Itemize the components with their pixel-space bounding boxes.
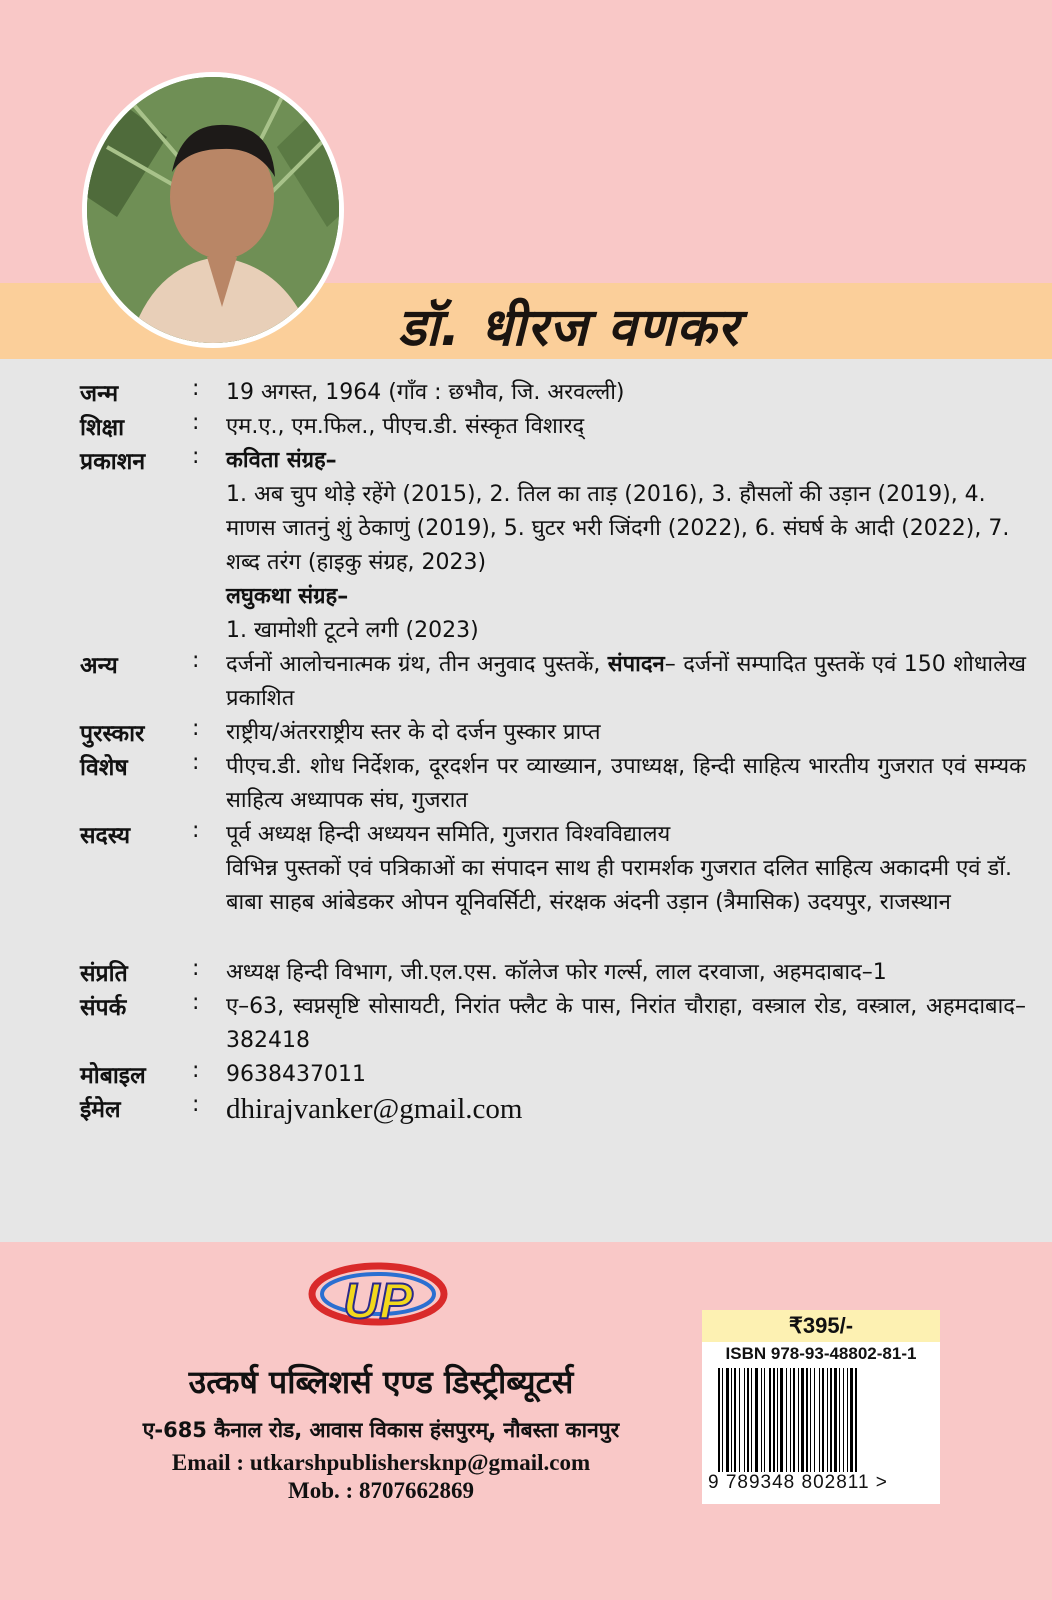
author-photo: [82, 72, 344, 348]
bio-colon: :: [192, 410, 200, 435]
short-story-heading: लघुकथा संग्रह–: [226, 584, 349, 609]
bio-label: सदस्य: [80, 823, 131, 849]
bio-label: पुरस्कार: [80, 721, 145, 747]
bio-colon: :: [192, 376, 200, 401]
price-label: ₹395/-: [702, 1310, 940, 1342]
bio-text: पीएच.डी. शोध निर्देशक, दूरदर्शन पर व्याख्यान, उपाध्यक्ष, हिन्दी साहित्य भारतीय गुजरात एवं सम्यक साहित्य अध्यापक संघ, गुजरात: [226, 754, 1026, 813]
bio-label: संप्रति: [80, 961, 128, 987]
bio-label: जन्म: [80, 381, 119, 407]
bio-text: एम.ए., एम.फिल., पीएच.डी. संस्कृत विशारद्: [226, 414, 585, 439]
logo-text: UP: [343, 1273, 413, 1329]
other-text-bold: संपादन: [607, 652, 665, 677]
publisher-mobile: Mob. : 8707662869: [288, 1478, 474, 1503]
bio-colon: :: [192, 750, 200, 775]
bio-member-block: [226, 818, 1026, 920]
bio-colon: :: [192, 1058, 200, 1083]
member-text-2: विभिन्न पुस्तकों एवं पत्रिकाओं का संपादन साथ ही परामर्शक गुजरात दलित साहित्य अकादमी एवं डॉ. बाबा साहब आंबेडकर ओपन यूनिवर्सिटी, संरक्षक अंदनी उड़ान (त्रैमासिक) उदयपुर, राजस्थान: [226, 856, 1012, 915]
bio-label: शिक्षा: [80, 415, 125, 441]
other-text-b: – दर्जनों सम्पादित पुस्तकें एवं 150 शोधालेख प्रकाशित: [226, 652, 1027, 711]
barcode-image: [716, 1368, 926, 1472]
barcode-block: [702, 1310, 940, 1504]
bio-text: 19 अगस्त, 1964 (गाँव : छभौव, जि. अरवल्ली): [226, 380, 625, 405]
other-text-a: दर्जनों आलोचनात्मक ग्रंथ, तीन अनुवाद पुस्तकें,: [226, 652, 608, 677]
bio-text: 9638437011: [226, 1062, 366, 1087]
publisher-name: उत्कर्ष पब्लिशर्स एण्ड डिस्ट्रीब्यूटर्स: [188, 1363, 574, 1401]
bio-colon: :: [192, 990, 200, 1015]
bio-label: अन्य: [80, 653, 118, 679]
bio-text: ए–63, स्वप्नसृष्टि सोसायटी, निरांत फ्लैट के पास, निरांत चौराहा, वस्त्राल रोड, वस्त्राल, अहमदाबाद–382418: [226, 994, 1026, 1053]
bio-label: संपर्क: [80, 995, 127, 1021]
publisher-logo: [308, 1256, 448, 1338]
bio-colon: :: [192, 1092, 200, 1117]
short-story-list: 1. खामोशी टूटने लगी (2023): [226, 618, 479, 643]
isbn-label: ISBN 978-93-48802-81-1: [725, 1344, 917, 1363]
bio-text: अध्यक्ष हिन्दी विभाग, जी.एल.एस. कॉलेज फोर गर्ल्स, लाल दरवाजा, अहमदाबाद–1: [226, 960, 887, 985]
bio-colon: :: [192, 716, 200, 741]
bio-label: प्रकाशन: [80, 449, 146, 475]
bio-colon: :: [192, 956, 200, 981]
bio-label: ईमेल: [80, 1097, 121, 1123]
bio-label: मोबाइल: [80, 1063, 146, 1089]
publisher-address: ए-685 कैनाल रोड, आवास विकास हंसपुरम्, नौबस्ता कानपुर: [142, 1418, 620, 1442]
bio-text: राष्ट्रीय/अंतरराष्ट्रीय स्तर के दो दर्जन पुस्कार प्राप्त: [226, 720, 601, 745]
member-text-1: पूर्व अध्यक्ष हिन्दी अध्ययन समिति, गुजरात विश्वविद्यालय: [226, 822, 671, 847]
poetry-heading: कविता संग्रह–: [226, 448, 337, 473]
bio-colon: :: [192, 648, 200, 673]
bio-label: विशेष: [80, 755, 128, 781]
barcode-digits: 9 789348 802811 >: [708, 1472, 888, 1493]
poetry-list: 1. अब चुप थोड़े रहेंगे (2015), 2. तिल का ताड़ (2016), 3. हौसलों की उड़ान (2019), 4. माणस जातनुं शुं ठेकाणुं (2019), 5. घुटर भरी जिंदगी (2022), 6. संघर्ष के आदी (2022), 7. शब्द तरंग (हाइकु संग्रह, 2023): [226, 482, 1010, 575]
bio-text: [226, 648, 1026, 716]
bio-colon: :: [192, 818, 200, 843]
bio-colon: :: [192, 444, 200, 469]
author-portrait-image: [87, 77, 344, 348]
author-name: डॉ. धीरज वणकर: [398, 298, 740, 358]
bio-publications-block: [226, 444, 1026, 648]
publisher-email: Email : utkarshpublishersknp@gmail.com: [171, 1450, 591, 1475]
bio-email: dhirajvanker@gmail.com: [226, 1093, 523, 1125]
